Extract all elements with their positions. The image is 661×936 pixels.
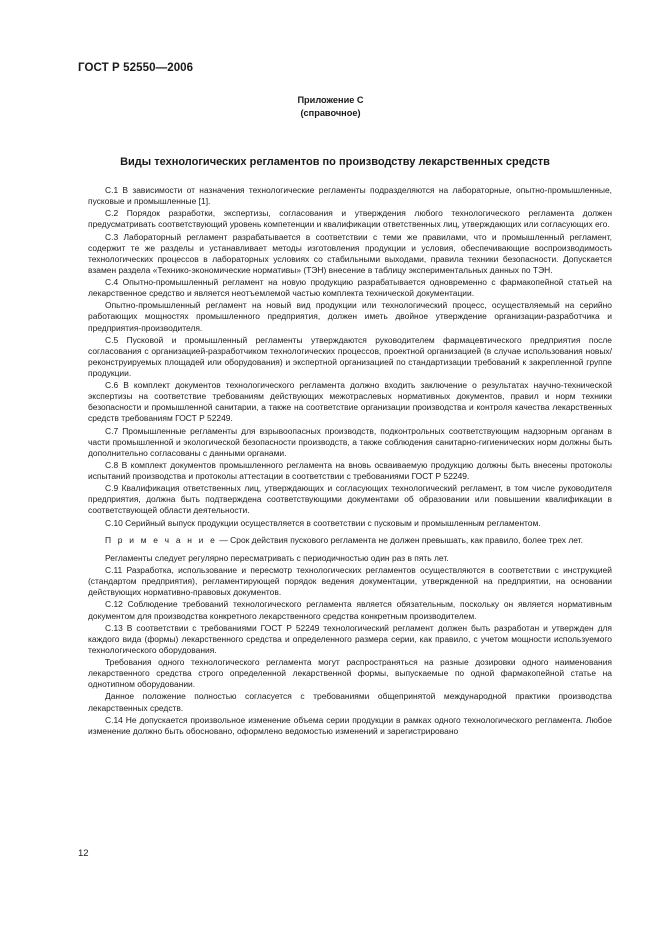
paragraph: С.7 Промышленные регламенты для взрывоопасных производств, подконтрольных соответствующим надзорным органам в части промышленной и экологической безопасности производств, а также соблюдения санитарно-гигиенических норм должны быть дополнительно согласованы с данными органами. bbox=[88, 425, 612, 458]
paragraph: Требования одного технологического регламента могут распространяться на разные дозировки одного наименования лекарственного средства строго определенной лекарственной формы, выпускаемые по одной фармакопейной статье на однотипном оборудовании. bbox=[88, 657, 612, 690]
appendix-type: (справочное) bbox=[300, 108, 361, 118]
paragraph: С.5 Пусковой и промышленный регламенты утверждаются руководителем фармацевтического предприятия после согласования с организацией-разработчиком технологических процессов, проектной организацией (в случае использования новых/реконструируемых площадей или оборудования) и экспертной организацией по стандартизации требований к закрепленной группе продукции. bbox=[88, 334, 612, 378]
paragraph: С.14 Не допускается произвольное изменение объема серии продукции в рамках одного технологического регламента. Любое изменение должно быть обосновано, оформлено ведомостью изменений и зарегистрировано bbox=[88, 714, 612, 736]
paragraph: Опытно-промышленный регламент на новый вид продукции или технологический процесс, осуществляемый на серийно работающих мощностях промышленного предприятия, должен иметь двойное утверждение организации-разработчика и предприятия-производителя. bbox=[88, 300, 612, 333]
paragraph: С.3 Лабораторный регламент разрабатывается в соответствии с теми же правилами, что и промышленный регламент, содержит те же разделы и устанавливает методы изготовления продукции и условия, обеспечивающие воспроизводимость технологических процессов в лабораторных условиях со стабильными выходами, правила техники безопасности. Допускается взамен раздела «Технико-экономические нормативы» (ТЭН) внесение в таблицу экспериментальных данных по ТЭН. bbox=[88, 231, 612, 275]
appendix-label: Приложение С bbox=[297, 95, 364, 105]
page-number: 12 bbox=[78, 848, 89, 859]
paragraph: С.13 В соответствии с требованиями ГОСТ Р 52249 технологический регламент должен быть разработан и утвержден для каждого вида (формы) лекарственного средства и определенного размера серии, как правило, с учетом мощности используемого технологического оборудования. bbox=[88, 622, 612, 655]
paragraph: С.9 Квалификация ответственных лиц, утверждающих и согласующих технологический регламент, в том числе руководителя предприятия, должна быть подтверждена соответствующими документами об образовании или повышении квалификации в соответствующей области деятельности. bbox=[88, 483, 612, 516]
paragraph: С.12 Соблюдение требований технологического регламента является обязательным, поскольку он является нормативным документом для производства конкретного лекарственного средства конкретным производителем. bbox=[88, 599, 612, 621]
paragraph: С.4 Опытно-промышленный регламент на новую продукцию разрабатывается одновременно с фармакопейной статьей на лекарственное средство и является неотъемлемой частью комплекта технической документации. bbox=[88, 277, 612, 299]
paragraph: Данное положение полностью согласуется с требованиями общепринятой международной практики производства лекарственных средств. bbox=[88, 691, 612, 713]
document-code: ГОСТ Р 52550—2006 bbox=[78, 62, 194, 74]
paragraph: С.8 В комплект документов промышленного регламента на вновь осваиваемую продукцию должны быть внесены протоколы испытаний производства и протоколы аттестации в соответствии с требованиями ГОСТ Р 52249. bbox=[88, 460, 612, 482]
paragraph: С.2 Порядок разработки, экспертизы, согласования и утверждения любого технологического регламента должен предусматривать соответствующий уровень компетенции и квалификации ответственных лиц, утверждающих или согласующих его. bbox=[88, 208, 612, 230]
paragraph: Регламенты следует регулярно пересматривать с периодичностью один раз в пять лет. bbox=[105, 552, 449, 563]
paragraph: С.11 Разработка, использование и пересмотр технологических регламентов осуществляются в соответствии с инструкцией (стандартом предприятия), регламентирующей порядок ведения документации, утвержденной на предприятии, на основании действующих нормативно-правовых документов. bbox=[88, 565, 612, 598]
paragraph: С.10 Серийный выпуск продукции осуществляется в соответствии с пусковым и промышленным регламентом. bbox=[105, 517, 541, 528]
note-text: — Срок действия пускового регламента не должен превышать, как правило, более трех лет. bbox=[219, 534, 583, 545]
note-label: П р и м е ч а н и е bbox=[105, 534, 218, 545]
paragraph: С.6 В комплект документов технологического регламента должно входить заключение о результатах научно-технической экспертизы на соответствие требованиям действующих межотраслевых нормативных документов, правил и норм техники безопасности и промышленной санитарии, а также на соответствие организации производства и контроля качества лекарственных средств требованиям ГОСТ Р 52249. bbox=[88, 380, 612, 424]
section-title: Виды технологических регламентов по производству лекарственных средств bbox=[120, 156, 550, 168]
paragraph: С.1 В зависимости от назначения технологические регламенты подразделяются на лабораторные, опытно-промышленные, пусковые и промышленные [1]. bbox=[88, 185, 612, 207]
note bbox=[88, 535, 612, 546]
document-body bbox=[88, 185, 612, 738]
